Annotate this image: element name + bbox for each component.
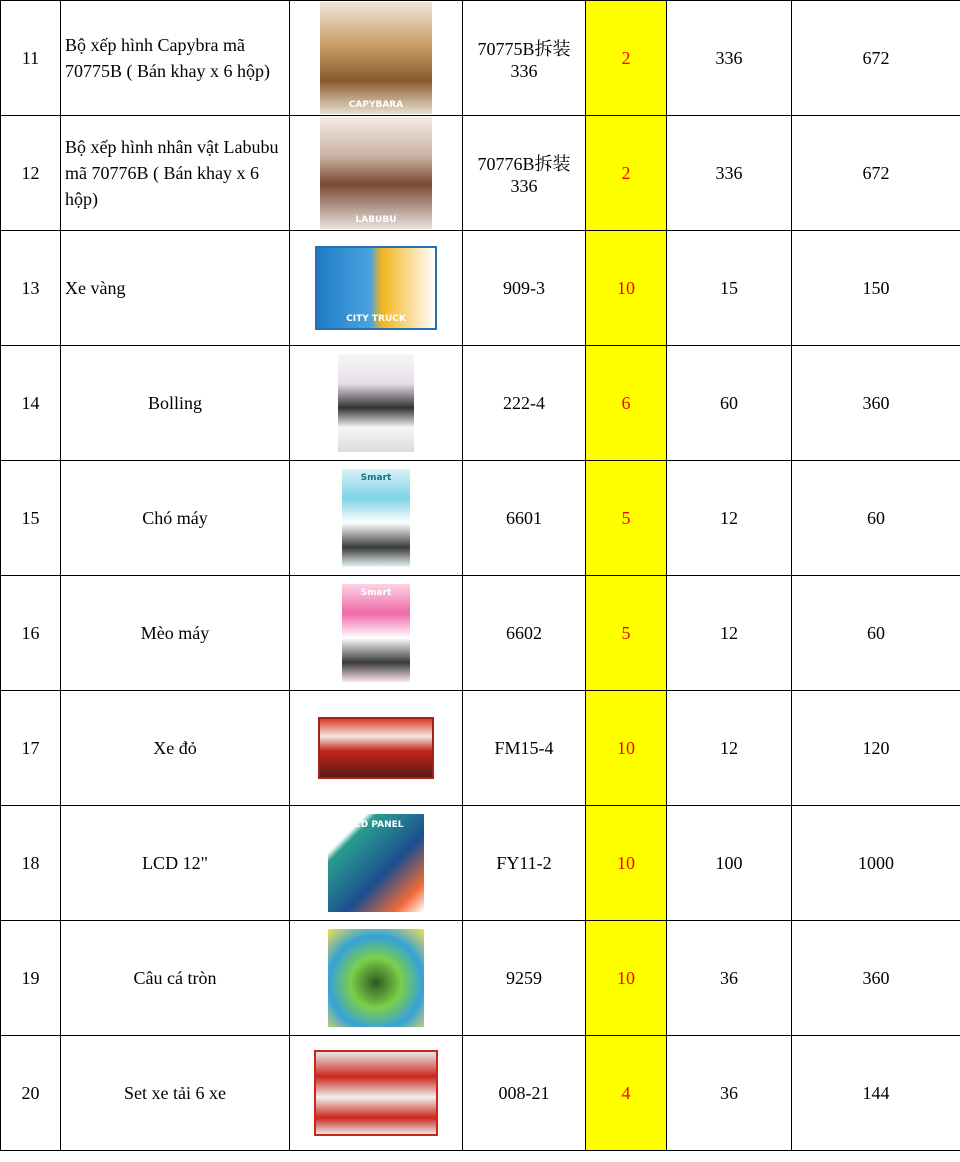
total: 1000 — [792, 806, 960, 921]
table-row — [1, 116, 960, 231]
total: 60 — [792, 461, 960, 576]
table-row — [1, 461, 960, 576]
total: 144 — [792, 1036, 960, 1151]
product-image: CITY TRUCK — [315, 246, 437, 330]
total: 360 — [792, 346, 960, 461]
quantity: 10 — [586, 806, 667, 921]
product-name: Bolling — [61, 346, 290, 461]
unit-count: 36 — [667, 921, 792, 1036]
row-index: 11 — [1, 1, 61, 116]
product-image-cell — [290, 1036, 463, 1151]
product-image-cell — [290, 806, 463, 921]
row-index: 18 — [1, 806, 61, 921]
product-image: CAPYBARA — [320, 2, 432, 114]
product-name: Bộ xếp hình Capybra mã 70775B ( Bán khay x 6 hộp) — [61, 1, 290, 116]
unit-count: 12 — [667, 461, 792, 576]
product-code: FM15-4 — [463, 691, 586, 806]
table-row — [1, 576, 960, 691]
product-code: 70775B拆装 336 — [463, 1, 586, 116]
product-name: Chó máy — [61, 461, 290, 576]
product-image — [328, 929, 424, 1027]
table-row — [1, 806, 960, 921]
table-row — [1, 1036, 960, 1151]
unit-count: 336 — [667, 116, 792, 231]
unit-count: 336 — [667, 1, 792, 116]
row-index: 17 — [1, 691, 61, 806]
table-row — [1, 1, 960, 116]
unit-count: 15 — [667, 231, 792, 346]
product-image — [314, 1050, 438, 1136]
quantity: 10 — [586, 691, 667, 806]
quantity: 5 — [586, 461, 667, 576]
product-image — [318, 717, 434, 779]
row-index: 19 — [1, 921, 61, 1036]
product-code: 70776B拆装 336 — [463, 116, 586, 231]
product-name: Xe đỏ — [61, 691, 290, 806]
unit-count: 12 — [667, 691, 792, 806]
product-code: FY11-2 — [463, 806, 586, 921]
product-image-cell — [290, 691, 463, 806]
product-code: 222-4 — [463, 346, 586, 461]
quantity: 2 — [586, 116, 667, 231]
product-name: Xe vàng — [61, 231, 290, 346]
product-name: Set xe tải 6 xe — [61, 1036, 290, 1151]
unit-count: 36 — [667, 1036, 792, 1151]
product-name: Mèo máy — [61, 576, 290, 691]
quantity: 2 — [586, 1, 667, 116]
row-index: 15 — [1, 461, 61, 576]
product-image-cell — [290, 231, 463, 346]
total: 150 — [792, 231, 960, 346]
product-image-cell — [290, 116, 463, 231]
product-code: 6601 — [463, 461, 586, 576]
product-image-cell — [290, 921, 463, 1036]
product-code: 008-21 — [463, 1036, 586, 1151]
unit-count: 12 — [667, 576, 792, 691]
total: 672 — [792, 1, 960, 116]
product-image: LCD PANEL — [328, 814, 424, 912]
product-code: 909-3 — [463, 231, 586, 346]
row-index: 20 — [1, 1036, 61, 1151]
quantity: 6 — [586, 346, 667, 461]
total: 60 — [792, 576, 960, 691]
table-row — [1, 346, 960, 461]
unit-count: 100 — [667, 806, 792, 921]
product-image-cell — [290, 576, 463, 691]
table-row — [1, 921, 960, 1036]
product-name: LCD 12" — [61, 806, 290, 921]
product-image — [338, 354, 414, 452]
product-code: 9259 — [463, 921, 586, 1036]
row-index: 16 — [1, 576, 61, 691]
product-image: LABUBU — [320, 117, 432, 229]
product-image-cell — [290, 461, 463, 576]
table-row — [1, 231, 960, 346]
total: 120 — [792, 691, 960, 806]
product-name: Bộ xếp hình nhân vật Labubu mã 70776B ( Bán khay x 6 hộp) — [61, 116, 290, 231]
row-index: 12 — [1, 116, 61, 231]
total: 672 — [792, 116, 960, 231]
total: 360 — [792, 921, 960, 1036]
row-index: 14 — [1, 346, 61, 461]
product-code: 6602 — [463, 576, 586, 691]
product-image: Smart — [342, 584, 410, 682]
product-image: Smart — [342, 469, 410, 567]
row-index: 13 — [1, 231, 61, 346]
table-row — [1, 691, 960, 806]
product-image-cell — [290, 346, 463, 461]
quantity: 5 — [586, 576, 667, 691]
product-image-cell — [290, 1, 463, 116]
quantity: 4 — [586, 1036, 667, 1151]
product-name: Câu cá tròn — [61, 921, 290, 1036]
quantity: 10 — [586, 921, 667, 1036]
unit-count: 60 — [667, 346, 792, 461]
quantity: 10 — [586, 231, 667, 346]
